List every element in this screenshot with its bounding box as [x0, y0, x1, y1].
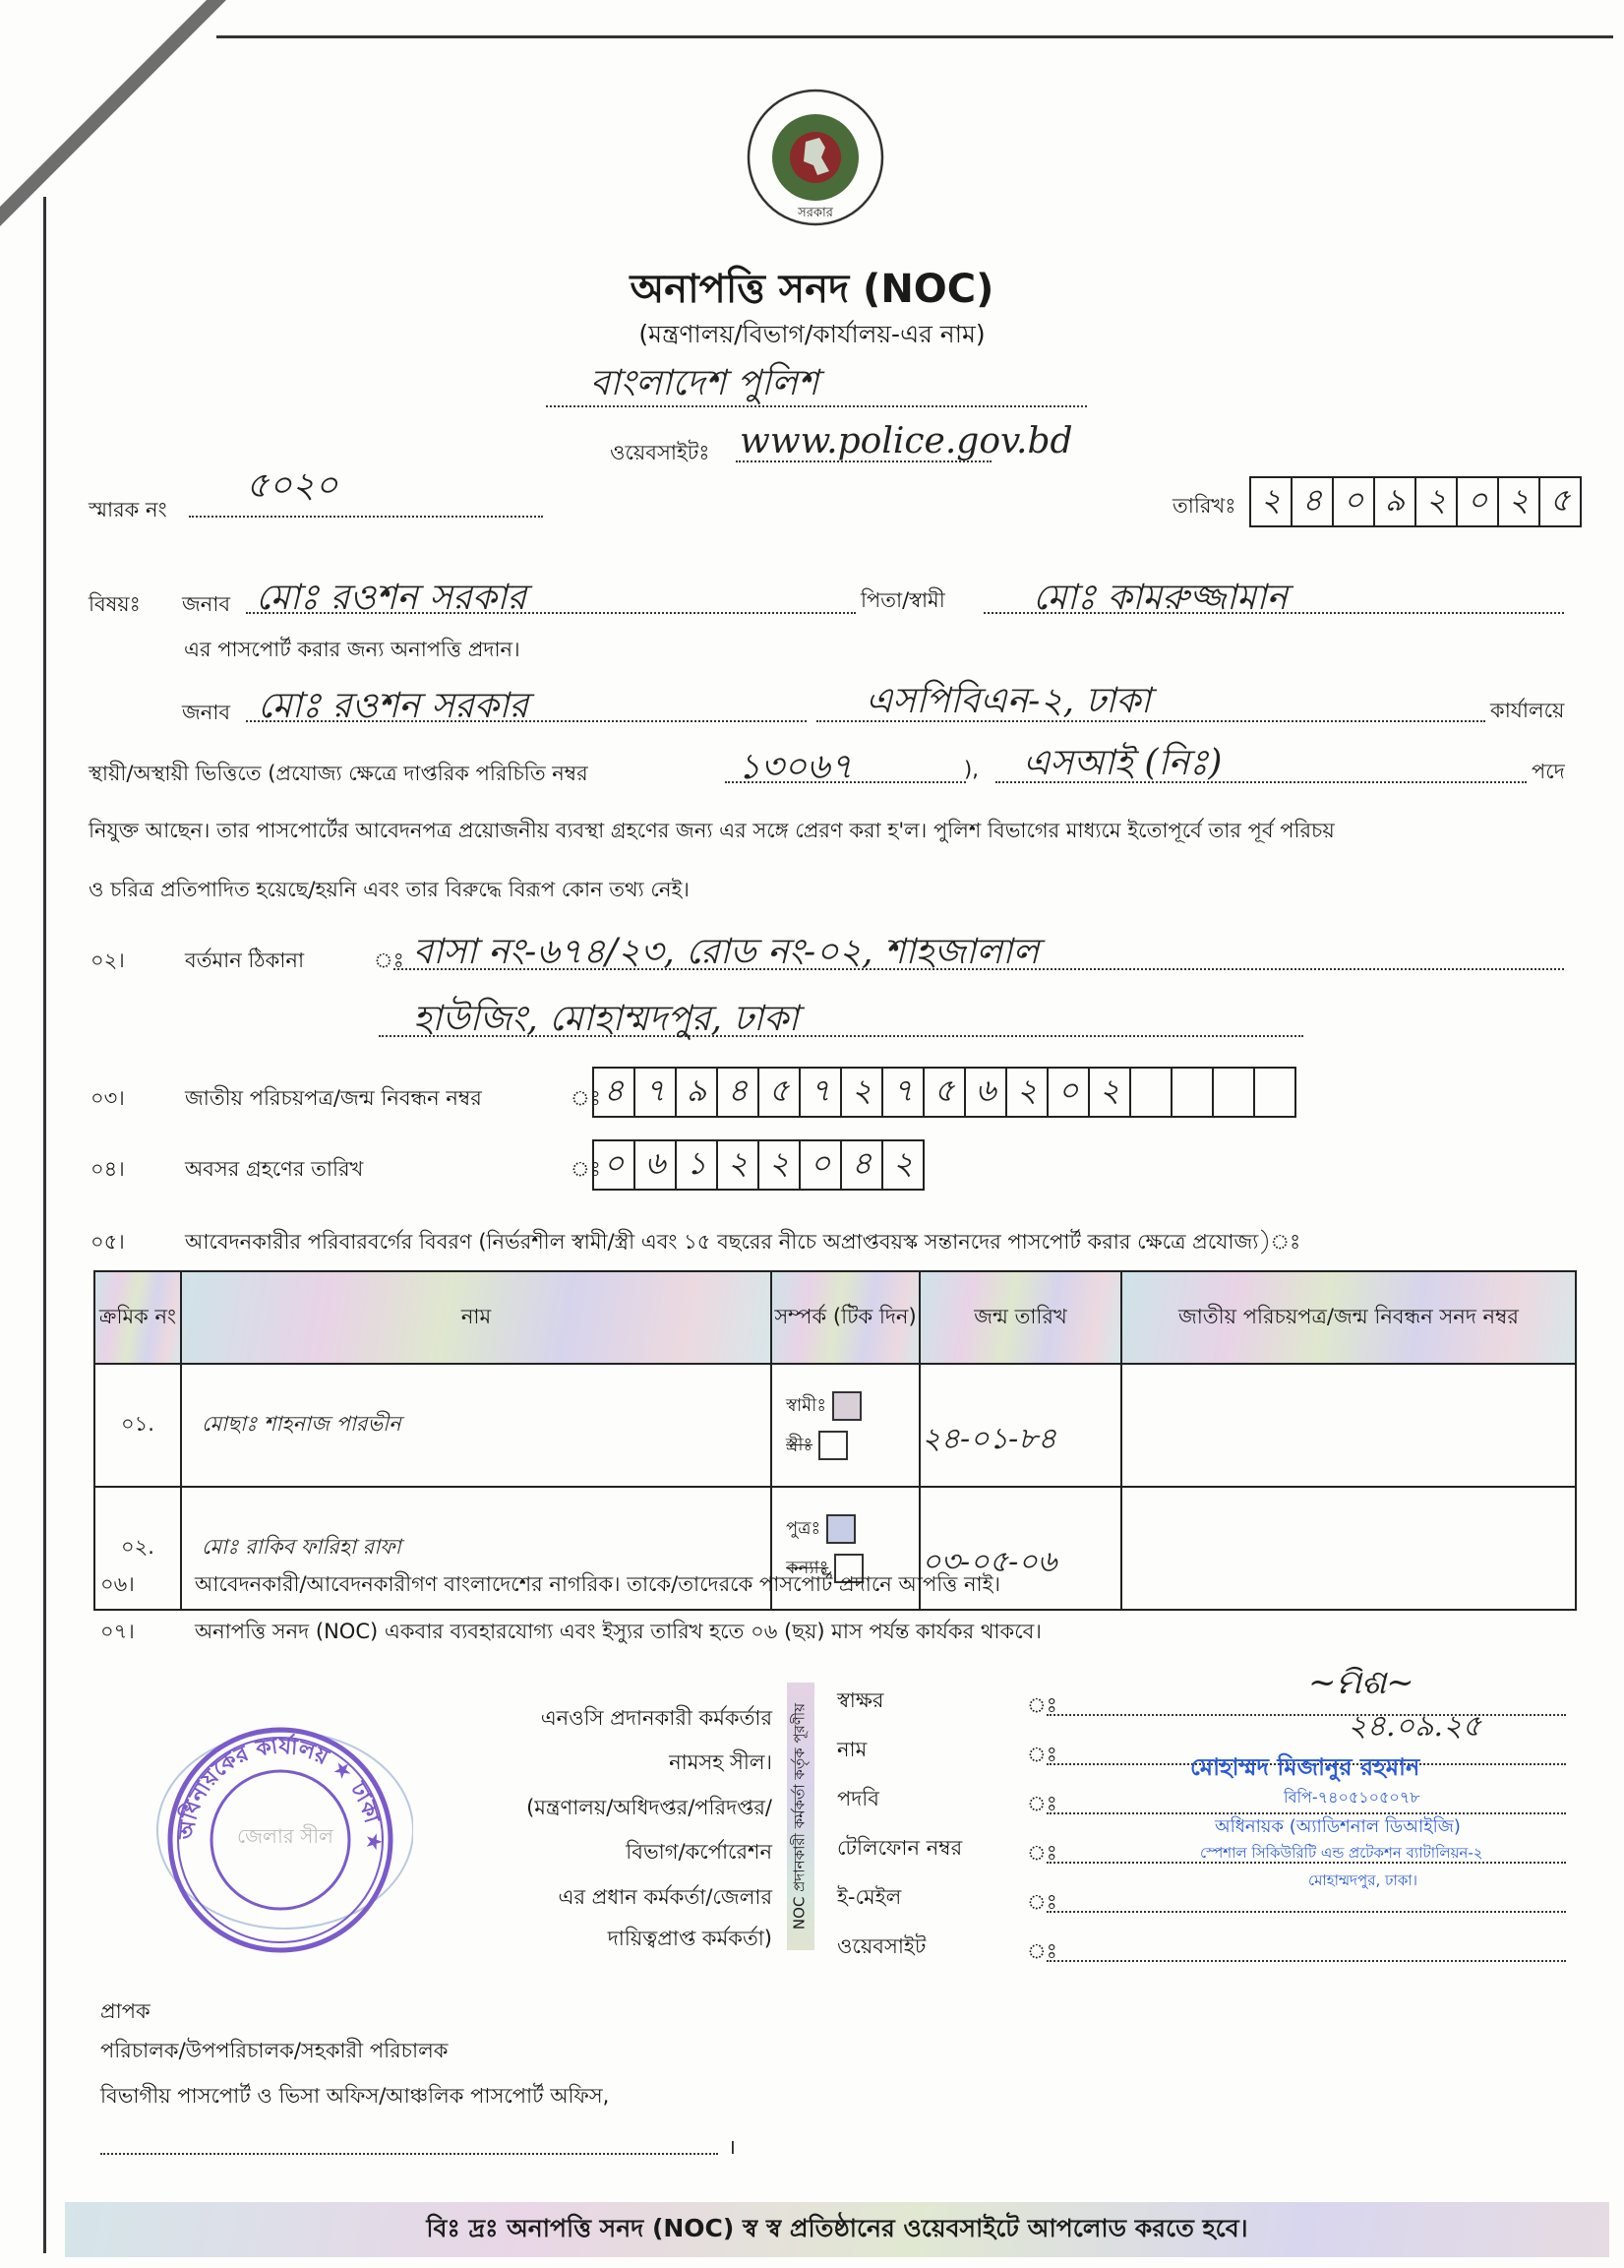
memo-number: ৫০২০	[246, 465, 338, 506]
retirement-digit-box: ২	[759, 1141, 801, 1189]
recipient-line1: পরিচালক/উপপরিচালক/সহকারী পরিচালক	[100, 2039, 449, 2062]
officer-designation-stamp: অধিনায়ক (অ্যাডিশনাল ডিআইজি)	[1215, 1816, 1461, 1837]
colon: ঃ	[1027, 1693, 1057, 1717]
header-serial: ক্রমিক নং	[94, 1271, 181, 1364]
retirement-digit-box: ৬	[635, 1141, 677, 1189]
round-seal	[148, 1707, 413, 1973]
memo-line	[189, 492, 543, 518]
folded-corner	[0, 0, 207, 207]
office-name: এসপিবিএন-২, ঢাকা	[866, 681, 1151, 721]
header-dob: জন্ম তারিখ	[920, 1271, 1121, 1364]
address-value-1: বাসা নং-৬৭৪/২৩, রোড নং-০২, শাহজালাল	[413, 932, 1040, 972]
body-line4: ও চরিত্র প্রতিপাদিত হয়েছে/হয়নি এবং তার বিরুদ্ধে বিরূপ কোন তথ্য নেই।	[89, 878, 690, 901]
date-digit-box: ৪	[1293, 478, 1334, 525]
father-name: মোঃ কামরুজ্জামান	[1033, 578, 1289, 618]
signature-date: ২৪.০৯.২৫	[1348, 1709, 1481, 1744]
signatory-field-label: ই-মেইল	[837, 1885, 902, 1909]
bracket: ),	[964, 758, 979, 781]
officer-bp-stamp: বিপি-৭৪০৫১০৫০৭৮	[1284, 1788, 1420, 1807]
date-digit-box: ২	[1251, 478, 1293, 525]
noc-officer-strip	[787, 1683, 814, 1950]
relation-son-label: পুত্রঃ	[786, 1517, 821, 1539]
footer-note-text: বিঃ দ্রঃ অনাপত্তি সনদ (NOC) স্ব স্ব প্রতিষ্ঠানের ওয়েবসাইটে আপলোড করতে হবে।	[426, 2213, 1248, 2242]
officer-location-stamp: মোহাম্মদপুর, ঢাকা।	[1308, 1871, 1418, 1889]
nid-digit-box: ৫	[759, 1069, 801, 1116]
page-subtitle: (মন্ত্রণালয়/বিভাগ/কার্যালয়-এর নাম)	[638, 320, 986, 348]
signatory-field-line[interactable]	[1047, 1936, 1566, 1962]
post-suffix: পদে	[1532, 760, 1565, 783]
colon: ঃ	[1027, 1743, 1057, 1766]
member-name: মোছাঃ শাহনাজ পারভীন	[181, 1364, 771, 1487]
colon: ঃ	[1027, 1841, 1057, 1865]
date-digit-box: ৯	[1375, 478, 1416, 525]
validity-statement: অনাপত্তি সনদ (NOC) একবার ব্যবহারযোগ্য এবং ইস্যুর তারিখ হতে ০৬ (ছয়) মাস পর্যন্ত কার্যকর থাকবে।	[195, 1620, 1042, 1643]
strip-text: NOC প্রদানকারী কর্মকর্তা কর্তৃক পূরণীয়	[790, 1702, 809, 1931]
address-label: বর্তমান ঠিকানা	[185, 949, 305, 972]
relation-husband-label: স্বামীঃ	[786, 1394, 826, 1416]
recipient-label: প্রাপক	[100, 1999, 150, 2023]
header-nid: জাতীয় পরিচয়পত্র/জন্ম নিবন্ধন সনদ নম্বর	[1121, 1271, 1576, 1364]
signature: ~ମିଶ~	[1308, 1663, 1414, 1702]
seal-placeholder-text: জেলার সীল	[237, 1824, 333, 1848]
retirement-date-boxes	[592, 1139, 925, 1191]
date-digit-box: ২	[1499, 478, 1540, 525]
body-line3: নিযুক্ত আছেন। তার পাসপোর্টের আবেদনপত্র প্রয়োজনীয় ব্যবস্থা গ্রহণের জন্য এর সঙ্গে প্রেরণ করা হ'ল। পুলিশ বিভাগের মাধ্যমে ইতোপূর্বে তার পূর্ব পরিচয়	[89, 819, 1335, 842]
signatory-desc-4: বিভাগ/কর্পোরেশন	[626, 1840, 772, 1864]
signatory-desc-5: এর প্রধান কর্মকর্তা/জেলার	[558, 1885, 772, 1909]
nid-digit-box	[1214, 1069, 1255, 1116]
colon: ঃ	[571, 1157, 601, 1181]
signatory-field-label: টেলিফোন নম্বর	[837, 1836, 963, 1860]
nid-digit-box: ৬	[966, 1069, 1007, 1116]
member-nid	[1121, 1364, 1576, 1487]
nid-digit-box: ৭	[635, 1069, 677, 1116]
government-emblem	[745, 87, 886, 228]
nid-digit-box: ৭	[883, 1069, 925, 1116]
body-janab: জনাব	[182, 701, 231, 724]
nid-digit-box: ৪	[594, 1069, 635, 1116]
citizen-statement: আবেদনকারী/আবেদনকারীগণ বাংলাদেশের নাগরিক। তাকে/তাদেরকে পাসপোর্ট প্রদানে আপত্তি নাই।	[195, 1572, 1001, 1596]
dob: ২৪-০১-৮৪	[920, 1364, 1121, 1487]
nid-digit-box: ৭	[801, 1069, 842, 1116]
colon: ঃ	[1027, 1792, 1057, 1815]
colon: ঃ	[571, 1086, 601, 1110]
address-value-2: হাউজিং, মোহাম্মদপুর, ঢাকা	[413, 999, 799, 1039]
date-digit-box: ২	[1416, 478, 1458, 525]
nid-digit-box: ২	[1090, 1069, 1131, 1116]
nid-boxes	[592, 1067, 1296, 1118]
emblem-text: সরকার	[798, 206, 833, 220]
body-name: মোঃ রওশন সরকার	[258, 686, 529, 726]
id-number: ১৩০৬৭	[738, 747, 853, 787]
signatory-desc-1: এনওসি প্রদানকারী কর্মকর্তার	[540, 1706, 772, 1730]
date-digit-box: ০	[1458, 478, 1499, 525]
footer-note	[65, 2202, 1609, 2257]
officer-name-stamp: মোহাম্মদ মিজানুর রহমান	[1190, 1753, 1420, 1781]
item-02-number: ০২।	[90, 949, 125, 972]
nid-digit-box: ২	[842, 1069, 883, 1116]
retirement-digit-box: ২	[718, 1141, 759, 1189]
memo-label: স্মারক নং	[89, 498, 167, 521]
subject-name: মোঃ রওশন সরকার	[256, 578, 527, 618]
retirement-digit-box: ১	[677, 1141, 718, 1189]
item-05-number: ০৫।	[90, 1230, 125, 1254]
signatory-field-label: ওয়েবসাইট	[837, 1934, 927, 1958]
subject-line2: এর পাসপোর্ট করার জন্য অনাপত্তি প্রদান।	[184, 638, 520, 661]
nid-digit-box	[1255, 1069, 1294, 1116]
date-boxes	[1249, 476, 1582, 527]
website-value: www.police.gov.bd	[740, 421, 1073, 461]
header-relation: সম্পর্ক (টিক দিন)	[771, 1271, 920, 1364]
member-name: মোঃ রাকিব ফারিহা রাফা	[181, 1487, 771, 1610]
retirement-digit-box: ৪	[842, 1141, 883, 1189]
date-digit-box: ৫	[1549, 481, 1571, 519]
office-suffix: কার্যালয়ে	[1490, 699, 1565, 722]
signatory-field-label: পদবি	[837, 1787, 879, 1810]
member-nid	[1121, 1487, 1576, 1610]
item-07-number: ০৭।	[100, 1620, 135, 1643]
nid-digit-box: ৫	[925, 1069, 966, 1116]
nid-label: জাতীয় পরিচয়পত্র/জন্ম নিবন্ধন নম্বর	[185, 1086, 482, 1110]
nid-digit-box	[1131, 1069, 1173, 1116]
page-title: অনাপত্তি সনদ (NOC)	[630, 267, 994, 312]
relation-wife-checkbox[interactable]	[818, 1431, 848, 1460]
date-digit-box: ০	[1334, 478, 1375, 525]
left-border	[43, 197, 46, 2253]
colon: ঃ	[1027, 1939, 1057, 1963]
nid-digit-box: ০	[1049, 1069, 1090, 1116]
recipient-line3	[100, 2133, 718, 2155]
header-name: নাম	[181, 1271, 771, 1364]
subject-label: বিষয়ঃ	[89, 592, 141, 616]
subject-janab: জনাব	[182, 592, 231, 616]
retirement-digit-box: ২	[892, 1144, 914, 1182]
signatory-desc-2: নামসহ সীল।	[669, 1750, 772, 1774]
round-seal-text: অধিনায়কের কার্যালয় ★ ঢাকা ★	[174, 1734, 387, 1852]
signatory-field-line[interactable]	[1047, 1690, 1566, 1716]
item-03-number: ০৩।	[90, 1086, 125, 1110]
relation-husband-checkbox[interactable]	[832, 1391, 862, 1421]
relation-wife-label: স্ত্রীঃ	[786, 1434, 813, 1455]
relation-son-checkbox[interactable]	[826, 1514, 856, 1544]
nid-digit-box: ২	[1007, 1069, 1049, 1116]
date-label: তারিখঃ	[1173, 494, 1236, 518]
colon: ঃ	[1027, 1890, 1057, 1914]
nid-digit-box: ৪	[718, 1069, 759, 1116]
signatory-desc-6: দায়িত্বপ্রাপ্ত কর্মকর্তা)	[607, 1927, 772, 1950]
serial: ০১.	[94, 1364, 181, 1487]
website-label: ওয়েবসাইটঃ	[610, 441, 710, 464]
top-border	[216, 35, 1613, 38]
table-row	[94, 1364, 1576, 1487]
signatory-field-label: স্বাক্ষর	[837, 1688, 884, 1712]
dob: ০৩-০৫-০৬	[920, 1487, 1121, 1610]
retirement-digit-box: ০	[801, 1141, 842, 1189]
family-label: আবেদনকারীর পরিবারবর্গের বিবরণ (নির্ভরশীল স্বামী/স্ত্রী এবং ১৫ বছরের নীচে অপ্রাপ্তবয়স্ক সন্তানদের পাসপোর্ট করার ক্ষেত্রে প্রযোজ্য)ঃ	[185, 1230, 1301, 1254]
retire-label: অবসর গ্রহণের তারিখ	[185, 1157, 364, 1181]
signatory-field-label: নাম	[837, 1738, 868, 1761]
relation-daughter-label: কন্যাঃ	[786, 1557, 829, 1578]
colon: ঃ	[374, 949, 404, 972]
recipient-line3-end: ।	[728, 2135, 736, 2159]
father-label: পিতা/স্বামী	[861, 588, 945, 612]
relation-cell	[771, 1364, 920, 1487]
signatory-field-line[interactable]	[1047, 1887, 1566, 1913]
org-name: বাংলাদেশ পুলিশ	[590, 363, 819, 403]
item-06-number: ০৬।	[100, 1572, 135, 1596]
serial: ০২.	[94, 1487, 181, 1610]
retirement-digit-box: ০	[594, 1141, 635, 1189]
table-header-row	[94, 1271, 1576, 1364]
recipient-line2: বিভাগীয় পাসপোর্ট ও ভিসা অফিস/আঞ্চলিক পাসপোর্ট অফিস,	[100, 2084, 610, 2108]
item-04-number: ০৪।	[90, 1157, 125, 1181]
signatory-desc-3: (মন্ত্রণালয়/অধিদপ্তর/পরিদপ্তর/	[526, 1796, 772, 1819]
family-table	[93, 1270, 1577, 1611]
body-line2-prefix: স্থায়ী/অস্থায়ী ভিত্তিতে (প্রযোজ্য ক্ষেত্রে দাপ্তরিক পরিচিতি নম্বর	[89, 762, 588, 785]
nid-digit-box: ৯	[677, 1069, 718, 1116]
officer-unit-stamp: স্পেশাল সিকিউরিটি এন্ড প্রটেকশন ব্যাটালিয়ন-২	[1200, 1844, 1483, 1862]
nid-digit-box	[1173, 1069, 1214, 1116]
post-name: এসআই (নিঃ)	[1023, 743, 1223, 783]
